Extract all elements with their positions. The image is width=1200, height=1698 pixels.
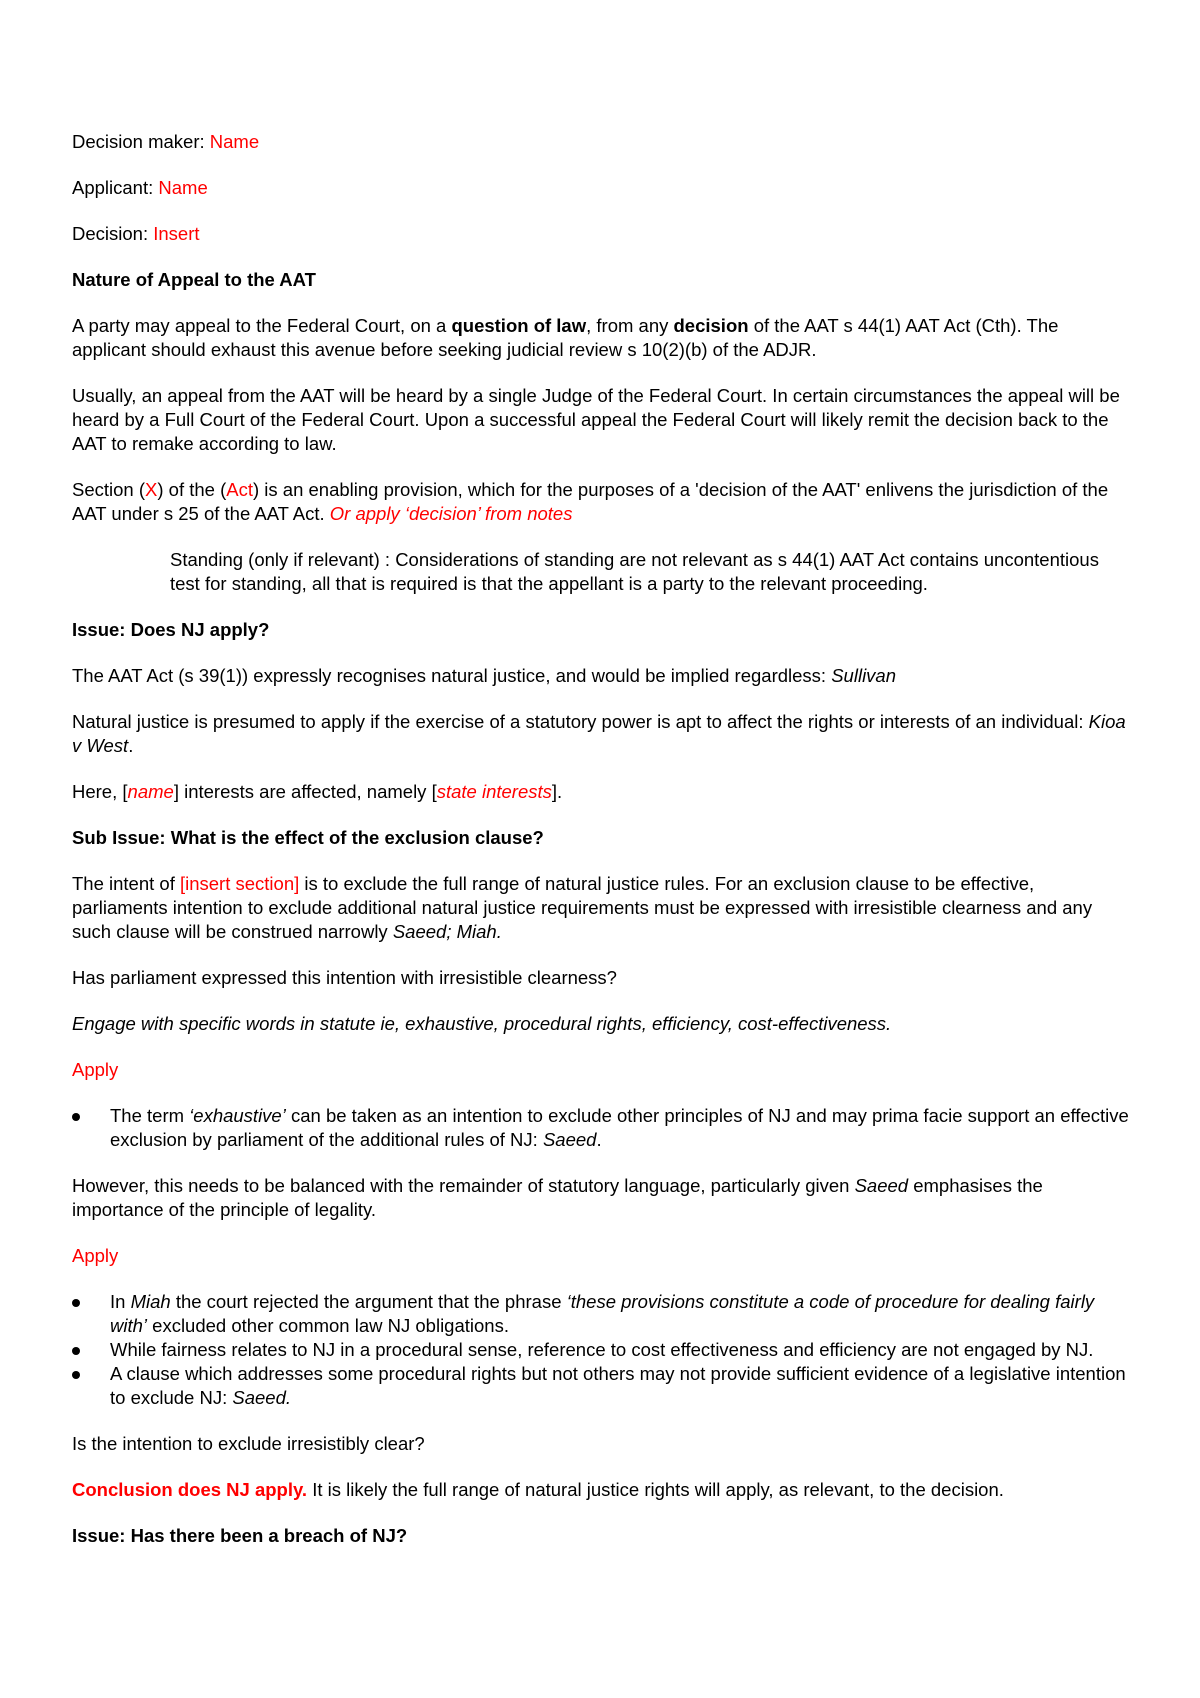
paragraph-irresistibly-clear: Is the intention to exclude irresistibly clear? xyxy=(72,1433,425,1454)
apply-list-2 xyxy=(72,1290,1132,1410)
paragraph-enabling-provision: Section (X) of the (Act) is an enabling provision, which for the purposes of a 'decision of the AAT' enlivens the jurisdiction of the AAT under s 25 of the AAT Act. Or apply ‘decision’ from notes xyxy=(72,479,1109,524)
list-item: While fairness relates to NJ in a procedural sense, reference to cost effectiveness and efficiency are not engaged by NJ. xyxy=(72,1338,1132,1362)
paragraph-interests-affected: Here, [name] interests are affected, namely [state interests]. xyxy=(72,781,563,802)
paragraph-balance-legality: However, this needs to be balanced with the remainder of statutory language, particularly given Saeed emphasises the importance of the principle of legality. xyxy=(72,1175,1043,1220)
paragraph-irresistible-question: Has parliament expressed this intention with irresistible clearness? xyxy=(72,967,617,988)
paragraph-engage-words: Engage with specific words in statute ie, exhaustive, procedural rights, efficiency, cost-effectiveness. xyxy=(72,1013,892,1034)
paragraph-aat-act-nj: The AAT Act (s 39(1)) expressly recognises natural justice, and would be implied regardless: Sullivan xyxy=(72,665,897,686)
applicant-line: Applicant: Name xyxy=(72,177,208,198)
paragraph-standing: Standing (only if relevant) : Considerations of standing are not relevant as s 44(1) AAT Act contains uncontentious test for standing, all that is required is that the appellant is a party to the relevant proceeding. xyxy=(170,549,1099,594)
list-item: The term ‘exhaustive’ can be taken as an intention to exclude other principles of NJ and may prima facie support an effective exclusion by parliament of the additional rules of NJ: Saeed. xyxy=(72,1104,1132,1152)
bullet-icon xyxy=(72,1347,80,1355)
list-item: A clause which addresses some procedural rights but not others may not provide sufficient evidence of a legislative intention to exclude NJ: Saeed. xyxy=(72,1362,1132,1410)
conclusion-label: Conclusion does NJ apply. xyxy=(72,1479,308,1500)
paragraph-appeal-question-of-law: A party may appeal to the Federal Court, on a question of law, from any decision of the AAT s 44(1) AAT Act (Cth). The applicant should exhaust this avenue before seeking judicial review s 10(2)(b) of the ADJR. xyxy=(72,315,1059,360)
bullet-icon xyxy=(72,1299,80,1307)
decision-placeholder: Insert xyxy=(153,223,200,244)
decision-maker-line: Decision maker: Name xyxy=(72,131,260,152)
heading-sub-issue-exclusion: Sub Issue: What is the effect of the exclusion clause? xyxy=(72,827,544,848)
apply-list-1 xyxy=(72,1104,1132,1152)
bullet-icon xyxy=(72,1113,80,1121)
heading-issue-does-nj-apply: Issue: Does NJ apply? xyxy=(72,619,270,640)
apply-label-1: Apply xyxy=(72,1059,119,1080)
paragraph-presumption: Natural justice is presumed to apply if the exercise of a statutory power is apt to affect the rights or interests of an individual: Kioa v West. xyxy=(72,711,1126,756)
applicant-placeholder: Name xyxy=(158,177,208,198)
paragraph-exclusion-intent: The intent of [insert section] is to exclude the full range of natural justice rules. For an exclusion clause to be effective, parliaments intention to exclude additional natural justice requirements must be expressed with irresistible clearness and any such clause will be construed narrowly Saeed; Miah. xyxy=(72,873,1093,942)
list-item: In Miah the court rejected the argument that the phrase ‘these provisions constitute a code of procedure for dealing fairly with’ excluded other common law NJ obligations. xyxy=(72,1290,1132,1338)
document-body xyxy=(72,130,1132,1570)
heading-nature-of-appeal: Nature of Appeal to the AAT xyxy=(72,269,316,290)
apply-label-2: Apply xyxy=(72,1245,119,1266)
paragraph-federal-court: Usually, an appeal from the AAT will be heard by a single Judge of the Federal Court. In certain circumstances the appeal will be heard by a Full Court of the Federal Court. Upon a successful appeal the Federal Court will likely remit the decision back to the AAT to remake according to law. xyxy=(72,385,1120,454)
heading-issue-breach-nj: Issue: Has there been a breach of NJ? xyxy=(72,1525,408,1546)
paragraph-conclusion: Conclusion does NJ apply. It is likely the full range of natural justice rights will apply, as relevant, to the decision. xyxy=(72,1479,1004,1500)
bullet-icon xyxy=(72,1371,80,1379)
decision-line: Decision: Insert xyxy=(72,223,200,244)
decision-maker-placeholder: Name xyxy=(209,131,260,152)
